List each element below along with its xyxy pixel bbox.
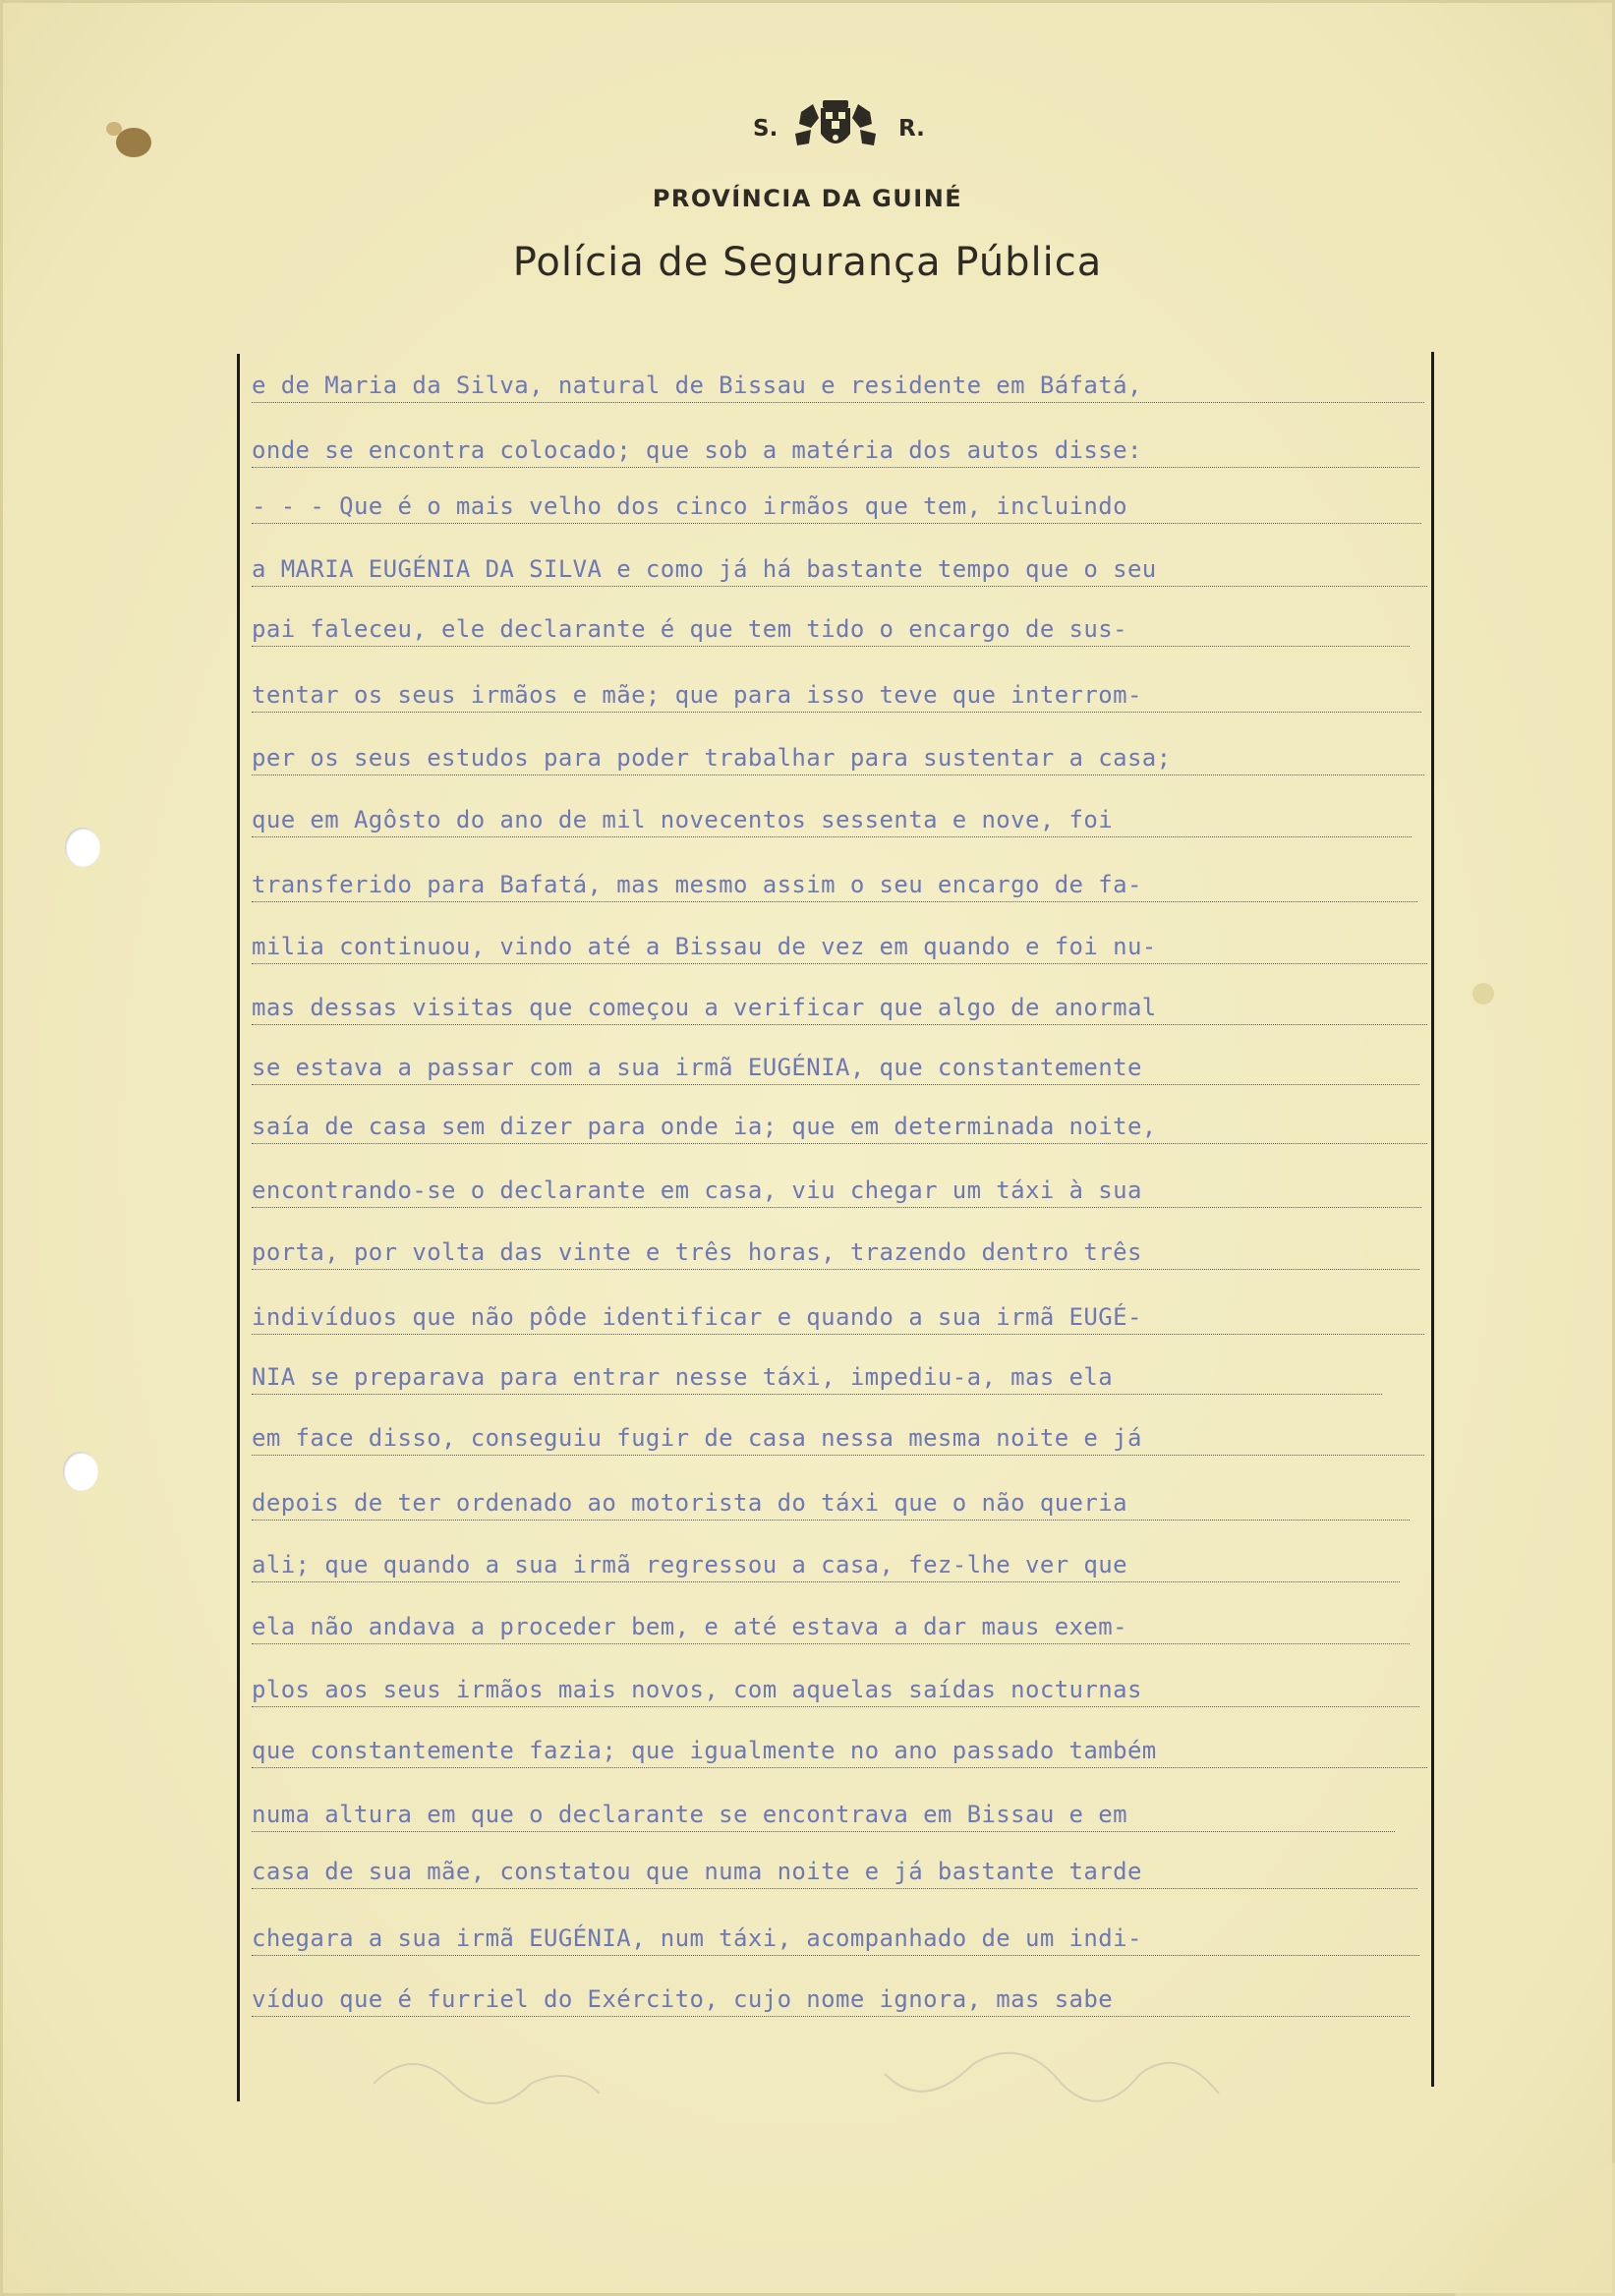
coat-of-arms-icon bbox=[791, 98, 880, 159]
typed-line: casa de sua mãe, constatou que numa noite e já bastante tarde bbox=[252, 1855, 1417, 1889]
stain-spot bbox=[1472, 983, 1494, 1004]
typed-line: - - - Que é o mais velho dos cinco irmãos que tem, incluindo bbox=[252, 489, 1421, 524]
typed-statement bbox=[252, 369, 1431, 2079]
institution-heading: Polícia de Segurança Pública bbox=[512, 240, 1103, 285]
typed-line: tentar os seus irmãos e mãe; que para isso teve que interrom- bbox=[252, 678, 1421, 713]
typed-line: chegara a sua irmã EUGÉNIA, num táxi, acompanhado de um indi- bbox=[252, 1922, 1419, 1956]
typed-line: pai faleceu, ele declarante é que tem tido o encargo de sus- bbox=[252, 612, 1410, 647]
typed-line: em face disso, conseguiu fugir de casa nessa mesma noite e já bbox=[252, 1421, 1424, 1456]
punch-hole bbox=[65, 828, 100, 867]
sr-letter-r: R. bbox=[898, 116, 925, 142]
typed-line: e de Maria da Silva, natural de Bissau e residente em Báfatá, bbox=[252, 369, 1424, 403]
typed-line: ela não andava a proceder bem, e até estava a dar maus exem- bbox=[252, 1610, 1410, 1644]
typed-line: víduo que é furriel do Exército, cujo nome ignora, mas sabe bbox=[252, 1982, 1410, 2017]
typed-line: que constantemente fazia; que igualmente no ano passado também bbox=[252, 1734, 1427, 1768]
right-margin-rule bbox=[1431, 352, 1434, 2087]
typed-line: mas dessas visitas que começou a verificar que algo de anormal bbox=[252, 991, 1427, 1025]
typed-line: saía de casa sem dizer para onde ia; que em determinada noite, bbox=[252, 1110, 1427, 1144]
typed-line: depois de ter ordenado ao motorista do táxi que o não queria bbox=[252, 1486, 1410, 1521]
faint-show-through-signature bbox=[334, 2025, 1356, 2133]
punch-hole bbox=[63, 1452, 98, 1491]
province-heading: PROVÍNCIA DA GUINÉ bbox=[652, 185, 963, 212]
letterhead-sr bbox=[0, 98, 1615, 157]
typed-line: que em Agôsto do ano de mil novecentos sessenta e nove, foi bbox=[252, 803, 1412, 837]
left-margin-rule bbox=[237, 354, 240, 2101]
typed-line: a MARIA EUGÉNIA DA SILVA e como já há bastante tempo que o seu bbox=[252, 552, 1427, 587]
typed-line: transferido para Bafatá, mas mesmo assim o seu encargo de fa- bbox=[252, 868, 1417, 902]
typed-line: porta, por volta das vinte e três horas, trazendo dentro três bbox=[252, 1235, 1419, 1270]
typed-line: per os seus estudos para poder trabalhar para sustentar a casa; bbox=[252, 741, 1424, 775]
typed-line: numa altura em que o declarante se encontrava em Bissau e em bbox=[252, 1798, 1395, 1832]
typed-line: encontrando-se o declarante em casa, viu chegar um táxi à sua bbox=[252, 1174, 1421, 1208]
typed-line: milia continuou, vindo até a Bissau de vez em quando e foi nu- bbox=[252, 930, 1427, 964]
typed-line: indivíduos que não pôde identificar e quando a sua irmã EUGÉ- bbox=[252, 1300, 1424, 1335]
typed-line: ali; que quando a sua irmã regressou a casa, fez-lhe ver que bbox=[252, 1548, 1400, 1582]
typed-line: onde se encontra colocado; que sob a matéria dos autos disse: bbox=[252, 433, 1419, 468]
sr-letter-s: S. bbox=[753, 116, 779, 142]
typed-line: plos aos seus irmãos mais novos, com aquelas saídas nocturnas bbox=[252, 1673, 1419, 1707]
typed-line: NIA se preparava para entrar nesse táxi, impediu-a, mas ela bbox=[252, 1360, 1382, 1395]
typed-line: se estava a passar com a sua irmã EUGÉNIA, que constantemente bbox=[252, 1051, 1419, 1085]
